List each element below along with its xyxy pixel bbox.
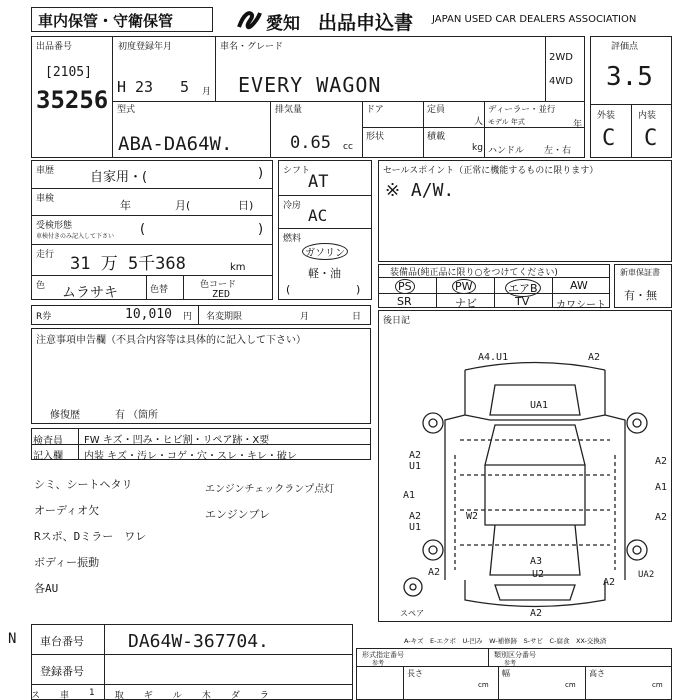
history-label: 車歴: [36, 166, 55, 176]
equipment-navi: ナビ: [455, 297, 477, 310]
inspection-month: 月(: [175, 199, 191, 212]
interior-label: 内装: [638, 111, 657, 121]
reg-number-label: 登録番号: [40, 665, 84, 678]
diagram-bottom-left: A2: [428, 567, 441, 578]
receiving-open: (: [140, 222, 146, 237]
registration-year: 23: [135, 78, 154, 96]
dealer-label: ディーラー・並行: [488, 105, 556, 115]
form-spec-label: 形式指定番号: [362, 651, 404, 659]
equipment-ps: PS: [395, 279, 415, 294]
inspector-row1: FW キズ・凹み・ヒビ割・リペア跡・X要: [84, 435, 270, 446]
height-label: 高さ: [589, 669, 605, 678]
mileage-unit: km: [230, 262, 246, 273]
diagram-bottom: A2: [530, 608, 543, 619]
selling-points-value: ※ A/W.: [385, 180, 455, 201]
car-name: EVERY WAGON: [238, 73, 382, 97]
bottom-item-7: 木: [201, 691, 211, 700]
aircon-label: 冷房: [283, 201, 302, 211]
recycle-box: [31, 305, 371, 325]
class-ref: 参考: [504, 660, 517, 667]
color-value: ムラサキ: [62, 285, 118, 301]
comment-3: Rスポ、Dミラー ワレ: [34, 530, 147, 543]
exterior-label: 外装: [597, 111, 616, 121]
inspector-entry-label: 記入欄: [33, 451, 63, 462]
bottom-item-3: 1: [89, 688, 95, 698]
color-code-label: 色コード: [200, 280, 237, 290]
height-unit: cm: [652, 681, 663, 689]
displacement-value: 0.65: [290, 133, 331, 153]
comment-4: ボディー振動: [34, 556, 100, 569]
lot-label: 出品番号: [36, 42, 73, 52]
length-label: 長さ: [407, 669, 423, 678]
warranty-label: 新車保証書: [620, 268, 660, 277]
comment-1: シミ、シートヘタリ: [34, 478, 133, 491]
length-unit: cm: [478, 681, 489, 689]
registration-month: 5: [180, 78, 190, 96]
width-unit: cm: [565, 681, 576, 689]
equipment-pw: PW: [452, 279, 476, 294]
displacement-unit: cc: [343, 142, 353, 152]
repair-place: （箇所: [128, 410, 158, 421]
history-close: ): [258, 166, 264, 181]
form-spec-ref: 参考: [372, 660, 385, 667]
handle-label: ハンドル: [488, 146, 525, 156]
comment-right-1: エンジンチェックランプ点灯: [205, 484, 335, 495]
model-year-unit: 年: [573, 120, 583, 130]
association-name: JAPAN USED CAR DEALERS ASSOCIATION: [432, 14, 637, 25]
storage-label: 車内保管・守衛保管: [38, 12, 174, 30]
name-change-label: 名変期限: [206, 312, 243, 322]
repair-value: 有: [115, 410, 125, 421]
load-unit: kg: [472, 143, 483, 153]
inspection-label: 車検: [36, 194, 55, 204]
capacity-label: 定員: [427, 105, 446, 115]
bottom-row: [31, 688, 353, 700]
recycle-label: R券: [36, 312, 52, 322]
history-value: 自家用・(: [90, 170, 148, 185]
diagram-left-upper: A2 U1: [409, 450, 422, 472]
diagram-bottom-right-corner: UA2: [638, 570, 655, 580]
logo-icon: [236, 9, 266, 31]
handle-values: 左・右: [544, 146, 572, 156]
diagram-spare: スペア: [400, 609, 424, 618]
diagram-top-left: A4.U1: [478, 352, 509, 363]
bottom-item-5: ギ: [143, 691, 153, 700]
bottom-item-9: ラ: [259, 691, 269, 700]
lot-bracket-number: [2105]: [45, 65, 92, 80]
chassis-value: DA64W-367704.: [128, 631, 269, 652]
equipment-tv: TV: [515, 295, 530, 308]
car-diagram: [395, 345, 675, 625]
diagram-right-lower: A2: [655, 512, 668, 523]
diagram-rear-a3: A3: [530, 556, 543, 567]
warranty-values: 有・無: [624, 289, 657, 302]
chassis-mark: N: [8, 631, 17, 647]
name-change-day: 日: [352, 312, 362, 322]
damage-legend: A-キズ E-エクボ U-凹み W-補修跡 S-サビ C-腐食 XX-交換済: [404, 637, 607, 645]
diagram-top-right: A2: [588, 352, 601, 363]
logo-text: 愛知: [266, 14, 300, 34]
name-change-month: 月: [300, 312, 310, 322]
receiving-label: 受検形態: [36, 221, 73, 231]
diagram-roof: UA1: [530, 400, 549, 411]
comment-2: オーディオ欠: [34, 504, 100, 517]
equipment-airbag: エアB: [505, 279, 541, 297]
shift-value: AT: [308, 172, 329, 192]
capacity-unit: 人: [474, 117, 484, 127]
bottom-item-4: 取: [114, 691, 124, 700]
shape-label: 形状: [366, 132, 385, 142]
fuel-gasoline: ガソリン: [302, 243, 348, 260]
repair-label: 修復歴: [50, 410, 80, 421]
inspector-label: 検査員: [33, 436, 63, 447]
car-name-label: 車名・グレード: [220, 42, 284, 52]
equipment-label: 装備品(純正品に限り○をつけてください): [390, 268, 558, 278]
selling-points-label: セールスポイント（正常に機能するものに限ります）: [383, 166, 599, 176]
grade-label: 評価点: [611, 42, 639, 52]
mileage-value: 31 万 5千368: [70, 254, 186, 274]
receiving-note: 車検付きのみ記入して下さい: [36, 233, 115, 240]
load-label: 積載: [427, 132, 446, 142]
inspector-row2: 内装 キズ・汚レ・コゲ・穴・スレ・キレ・破レ: [84, 451, 297, 462]
color-change-label: 色替: [150, 285, 169, 295]
shift-label: シフト: [283, 166, 311, 176]
comment-right-2: エンジンブレ: [205, 508, 271, 521]
diagram-right-mid: A1: [655, 482, 668, 493]
receiving-close: ): [258, 222, 264, 237]
diagram-right-upper: A2: [655, 456, 668, 467]
bottom-item-6: ル: [172, 691, 182, 700]
width-label: 幅: [502, 669, 510, 678]
equipment-seat: カワシート: [556, 300, 606, 311]
registration-label: 初度登録年月: [118, 42, 173, 52]
diagram-bottom-right: A2: [603, 577, 616, 588]
equipment-sr: SR: [397, 295, 412, 308]
fuel-diesel: 軽・油: [308, 267, 341, 280]
form-title: 出品申込書: [318, 12, 414, 34]
post-notes-label: 後日記: [383, 316, 411, 326]
displacement-label: 排気量: [275, 105, 303, 115]
color-code-value: ZED: [212, 289, 231, 300]
model-year-label: モデル 年式: [488, 118, 525, 126]
diagram-left-mid: A1: [403, 490, 416, 501]
fuel-open: (: [286, 283, 291, 296]
exterior-grade: C: [602, 126, 616, 151]
aircon-value: AC: [308, 206, 328, 225]
type-value: ABA-DA64W.: [118, 133, 233, 155]
comment-5: 各AU: [34, 582, 59, 595]
inspection-day: 日): [238, 199, 254, 212]
diagram-left-lower: A2 U1: [409, 511, 422, 533]
color-label: 色: [36, 281, 46, 291]
grade-score: 3.5: [606, 62, 653, 92]
equipment-aw: AW: [570, 279, 588, 292]
fuel-close: ): [356, 283, 361, 296]
drive-2wd: 2WD: [549, 52, 573, 63]
lot-number: 35256: [36, 86, 109, 114]
notes-label: 注意事項申告欄（不具合内容等は具体的に記入して下さい）: [36, 335, 306, 346]
registration-month-unit: 月: [202, 87, 212, 97]
drive-4wd: 4WD: [549, 76, 573, 87]
chassis-label: 車台番号: [40, 635, 84, 648]
class-label: 類別区分番号: [494, 651, 536, 659]
type-label: 型式: [117, 105, 136, 115]
bottom-item-8: ダ: [230, 691, 240, 700]
registration-era: H: [117, 78, 127, 96]
bottom-item-1: ス: [31, 691, 41, 700]
mileage-label: 走行: [36, 250, 55, 260]
inspection-year: 年: [120, 199, 131, 212]
recycle-unit: 円: [183, 312, 193, 322]
bottom-item-2: 車: [60, 691, 70, 700]
door-label: ドア: [366, 105, 384, 115]
diagram-rear-u2: U2: [532, 569, 545, 580]
interior-grade: C: [644, 126, 658, 151]
diagram-center: W2: [466, 511, 479, 522]
recycle-value: 10,010: [125, 307, 172, 322]
fuel-label: 燃料: [283, 234, 302, 244]
